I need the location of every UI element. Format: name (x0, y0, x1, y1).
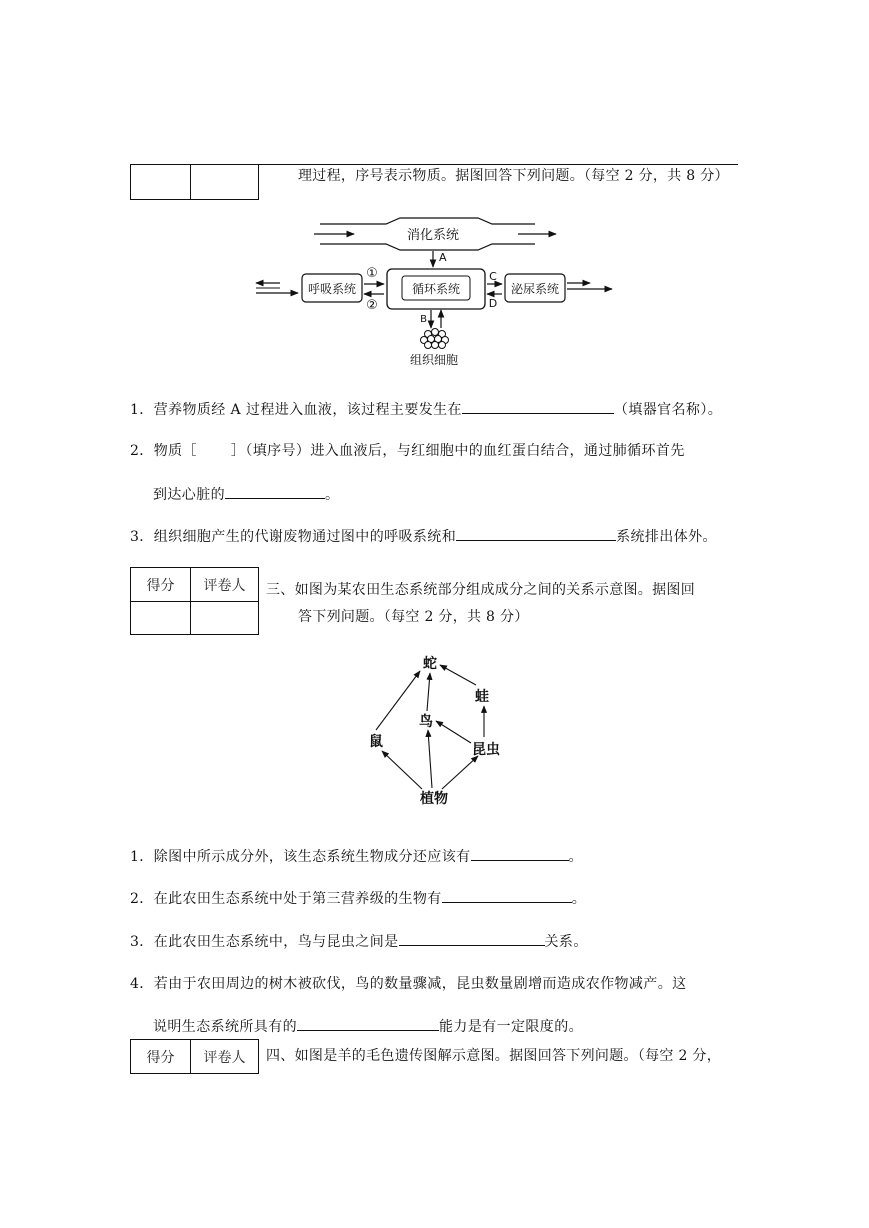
s3-q3-blank[interactable] (399, 931, 545, 946)
section3-intro-line1: 三、如图为某农田生态系统部分组成成分之间的关系示意图。据图回 (266, 582, 695, 598)
score-table-3 (130, 567, 259, 635)
tissue-cells-icon (421, 329, 449, 349)
grader-cell[interactable] (191, 602, 259, 635)
score-table-2 (130, 164, 259, 200)
snake-label: 蛇 (423, 656, 437, 672)
s2-q2-suffix: 。 (325, 487, 340, 503)
s3-question-4: 4．若由于农田周边的树木被砍伐，鸟的数量骤减，昆虫数量剧增而造成农作物减产。这 (130, 976, 687, 992)
s3-q1-text: 1．除图中所示成分外，该生态系统生物成分还应该有 (130, 849, 471, 865)
s2-q2-text: 2．物质［ (130, 443, 197, 459)
digestive-channel (320, 218, 535, 224)
s2-q3-suffix: 系统排出体外。 (616, 529, 717, 545)
s3-q4-line2-text: 说明生态系统所具有的 (153, 1019, 297, 1035)
section4-intro-line1: 四、如图是羊的毛色遗传图解示意图。据图回答下列问题。（每空 2 分， (266, 1048, 722, 1064)
section3-intro-line2: 答下列问题。（每空 2 分，共 8 分） (298, 609, 529, 625)
label-c: C (489, 270, 497, 283)
s2-question-1 (130, 399, 722, 420)
s3-q2-blank[interactable] (442, 888, 572, 903)
score-cell[interactable] (131, 165, 191, 200)
s2-q1-text: 1．营养物质经 A 过程进入血液，该过程主要发生在 (130, 402, 462, 418)
s2-q2-blank[interactable] (225, 484, 325, 499)
score-cell[interactable] (131, 602, 191, 635)
s3-q3-suffix: 关系。 (544, 934, 588, 950)
urinary-system-label: 泌尿系统 (510, 282, 560, 296)
grader-label-cell: 评卷人 (191, 568, 259, 602)
grader-label-cell: 评卷人 (191, 1040, 259, 1074)
label-2: ② (366, 298, 378, 313)
food-web-diagram (368, 653, 508, 811)
circulatory-system-label: 循环系统 (411, 282, 461, 296)
label-b: B (420, 314, 427, 325)
s2-q2-mid: ］（填序号）进入血液后，与红细胞中的血红蛋白结合，通过肺循环首先 (230, 443, 685, 459)
mouse-label: 鼠 (369, 734, 383, 750)
s2-q1-suffix: （填器官名称）。 (613, 402, 723, 418)
label-1: ① (366, 266, 378, 281)
tissue-cells-label: 组织细胞 (409, 353, 459, 367)
s3-q4-suffix: 能力是有一定限度的。 (439, 1019, 583, 1035)
s3-question-3 (130, 931, 588, 952)
s3-question-4-line2 (153, 1016, 583, 1037)
digestive-system-label: 消化系统 (406, 228, 460, 243)
circulation-diagram (250, 214, 620, 370)
respiratory-system-label: 呼吸系统 (307, 282, 357, 296)
s2-q1-blank[interactable] (462, 399, 614, 414)
s2-q2-line2-text: 到达心脏的 (153, 487, 225, 503)
s3-q2-text: 2．在此农田生态系统中处于第三营养级的生物有 (130, 891, 442, 907)
s3-q3-text: 3．在此农田生态系统中，鸟与昆虫之间是 (130, 934, 399, 950)
section2-intro-tail: 理过程，序号表示物质。据图回答下列问题。（每空 2 分，共 8 分） (298, 168, 729, 184)
bird-label: 鸟 (419, 714, 433, 730)
s3-q1-suffix: 。 (568, 849, 583, 865)
s2-q3-text: 3．组织细胞产生的代谢废物通过图中的呼吸系统和 (130, 529, 457, 545)
s2-question-3 (130, 526, 717, 547)
label-d: D (488, 297, 498, 310)
s3-question-2 (130, 888, 586, 909)
s2-question-2-line2 (153, 484, 339, 505)
score-table-4 (130, 1039, 259, 1074)
s2-question-2 (130, 441, 685, 461)
grader-cell[interactable] (191, 165, 259, 200)
s3-q1-blank[interactable] (471, 846, 569, 861)
s3-q2-suffix: 。 (571, 891, 587, 907)
plant-label: 植物 (420, 791, 448, 807)
s3-question-1 (130, 846, 583, 867)
insect-label: 昆虫 (472, 742, 500, 758)
score-label-cell: 得分 (131, 568, 191, 602)
s2-q3-blank[interactable] (456, 526, 616, 541)
frog-label: 蛙 (475, 689, 489, 705)
s3-q4-blank[interactable] (297, 1016, 439, 1031)
score-label-cell: 得分 (131, 1040, 191, 1074)
label-a: A (439, 251, 447, 264)
header-rule (258, 164, 738, 165)
